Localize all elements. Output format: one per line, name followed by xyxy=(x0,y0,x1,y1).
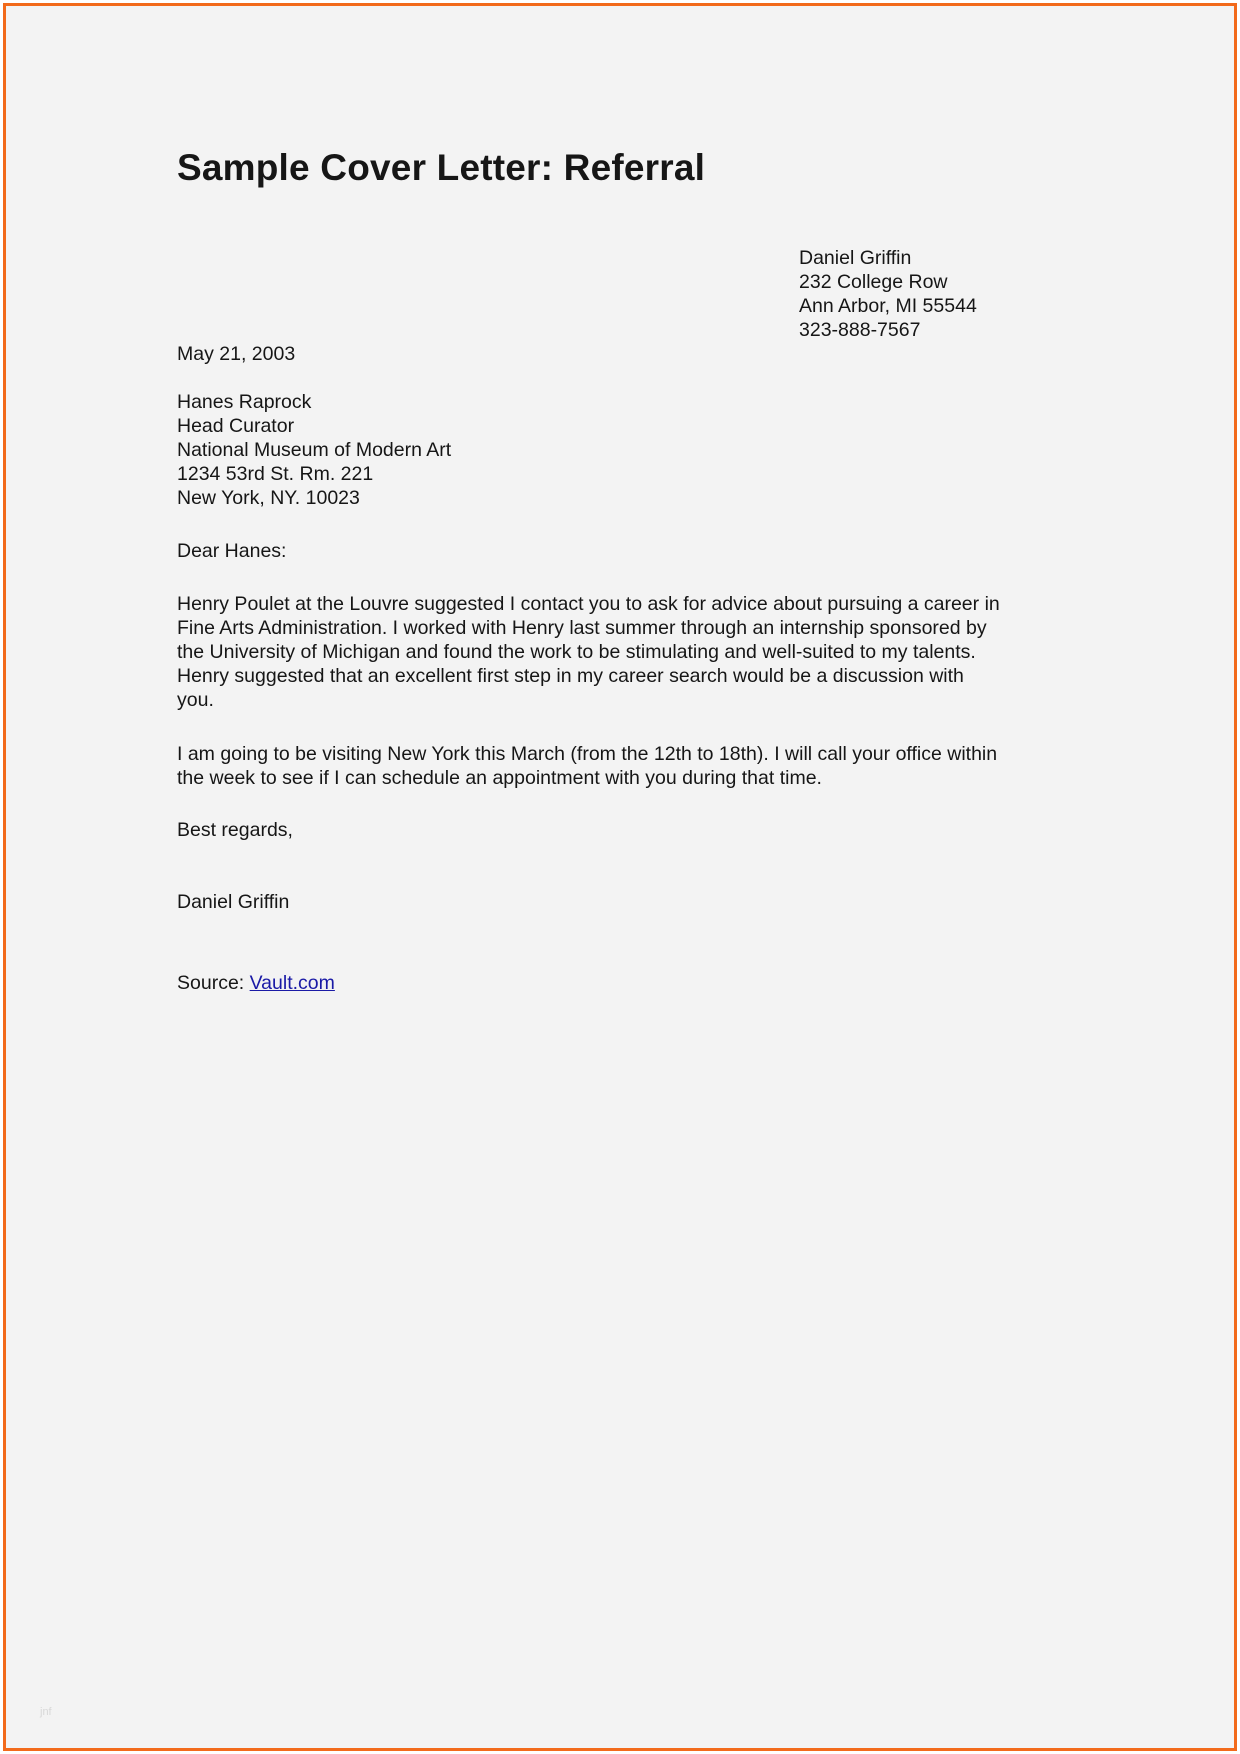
sender-phone: 323-888-7567 xyxy=(799,319,921,341)
recipient-position: Head Curator xyxy=(177,415,295,437)
paragraph-line: Henry Poulet at the Louvre suggested I contact you to ask for advice about pursuing a career in xyxy=(177,593,1000,615)
paragraph-line: you. xyxy=(177,689,214,711)
signature-name: Daniel Griffin xyxy=(177,891,290,913)
watermark: jnf xyxy=(40,1706,52,1718)
recipient-city: New York, NY. 10023 xyxy=(177,487,360,509)
page-title: Sample Cover Letter: Referral xyxy=(177,147,706,188)
source-label: Source: xyxy=(177,972,250,994)
source-line xyxy=(177,971,335,995)
paragraph-line: the week to see if I can schedule an appointment with you during that time. xyxy=(177,767,822,789)
paragraph-line: Fine Arts Administration. I worked with Henry last summer through an internship sponsored by xyxy=(177,617,987,639)
paragraph-line: the University of Michigan and found the work to be stimulating and well-suited to my talents. xyxy=(177,641,976,663)
letter-date: May 21, 2003 xyxy=(177,343,296,365)
letter-page xyxy=(6,6,1234,1748)
recipient-organization: National Museum of Modern Art xyxy=(177,439,452,461)
recipient-name: Hanes Raprock xyxy=(177,391,312,413)
paragraph-line: Henry suggested that an excellent first step in my career search would be a discussion with xyxy=(177,665,964,687)
recipient-street: 1234 53rd St. Rm. 221 xyxy=(177,463,374,485)
sender-name: Daniel Griffin xyxy=(799,247,912,269)
closing: Best regards, xyxy=(177,819,293,841)
sender-street: 232 College Row xyxy=(799,271,948,293)
page-frame xyxy=(3,3,1237,1751)
paragraph-line: I am going to be visiting New York this March (from the 12th to 18th). I will call your office within xyxy=(177,743,998,765)
source-link[interactable]: Vault.com xyxy=(249,972,335,994)
sender-city: Ann Arbor, MI 55544 xyxy=(799,295,977,317)
salutation: Dear Hanes: xyxy=(177,540,287,562)
